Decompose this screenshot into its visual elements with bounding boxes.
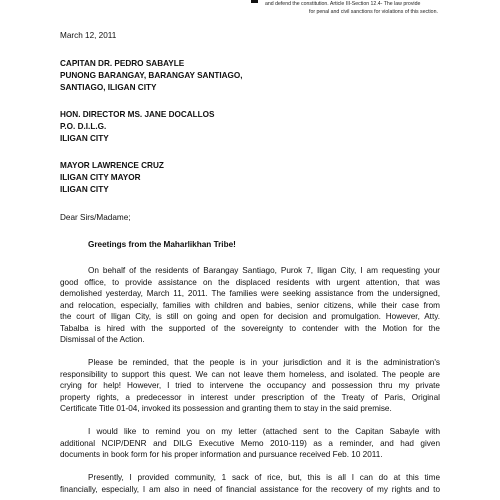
paragraph-2-line: Please be reminded, that the people is in your jurisdiction and it is the administration's (88, 358, 440, 367)
paragraph-4-line: financially, especially, I am also in need of financial assistance for the recovery of my rights and to (60, 484, 440, 494)
addressee-2-line2: P.O. D.I.L.G. (60, 122, 107, 131)
addressee-1-line3: SANTIAGO, ILIGAN CITY (60, 83, 157, 92)
paragraph-4-line: Presently, I provided community, 1 sack of rice, but, this is all I can do at this time (88, 473, 440, 482)
paragraph-4 (60, 472, 440, 495)
addressee-3-line3: ILIGAN CITY (60, 185, 109, 194)
paragraph-2-line: Certificate Title 01-04, invoked its possession and granting them to stay in the said premise. (60, 404, 392, 413)
paragraph-1-line: On behalf of the residents of Barangay Santiago, Purok 7, Iligan City, I am requesting your (88, 266, 440, 275)
page-header-text (265, 0, 495, 16)
paragraph-2 (60, 357, 440, 415)
paragraph-1 (60, 265, 440, 346)
header-line-1: and defend the constitution. Article III-Section 12.4- The law provide (265, 1, 421, 7)
addressee-2-name: HON. DIRECTOR MS. JANE DOCALLOS (60, 110, 215, 119)
addressee-3-name: MAYOR LAWRENCE CRUZ (60, 161, 164, 170)
paragraph-1-line: the court of Iligan City, is still on going and open for decision and promulgation. However, Atty. (60, 312, 440, 321)
paragraph-2-line: responsibility to support this quest. We can not leave them homeless, and isolated. The people are (60, 369, 440, 379)
paragraph-1-line: good office, to provide assistance on the displaced residents with urgent attention, that was (60, 277, 440, 287)
header-line-2: for penal and civil sanctions for violations of this section. (309, 9, 438, 15)
paragraph-2-line: crying for help! However, I tried to intervene the occupancy and possession thru my private (60, 381, 440, 390)
paragraph-3 (60, 426, 440, 461)
greeting: Greetings from the Maharlikhan Tribe! (88, 240, 236, 249)
addressee-1-line2: PUNONG BARANGAY, BARANGAY SANTIAGO, (60, 71, 243, 80)
header-mark (251, 0, 258, 3)
paragraph-1-line: Tabalba is hired with the supported of the sovereignty to contender with the Motion for the (60, 323, 440, 333)
addressee-2-line3: ILIGAN CITY (60, 134, 109, 143)
paragraph-3-line: additional NCIP/DENR and DILG Executive Memo 2010-119) as a reminder, and had given (60, 438, 440, 448)
paragraph-1-line: Dismissal of the Action. (60, 335, 145, 344)
paragraph-2-line: property rights, a predecessor in interest under prescription of the Treaty of Paris, Original (60, 392, 440, 402)
addressee-1-name: CAPITAN DR. PEDRO SABAYLE (60, 59, 185, 68)
paragraph-3-line: documents in book form for his proper information and pursuance received Feb. 10 2011. (60, 450, 383, 459)
paragraph-1-line: and relocation, especially, families with children and babies, senior citizens, while their case from (60, 300, 440, 310)
addressee-3-line2: ILIGAN CITY MAYOR (60, 173, 141, 182)
salutation: Dear Sirs/Madame; (60, 213, 131, 222)
paragraph-1-line: demolished yesterday, March 11, 2011. The families were seeking assistance from the undersigned, (60, 289, 440, 298)
paragraph-3-line: I would like to remind you on my letter (attached sent to the Capitan Sabayle with (88, 427, 440, 436)
letter-date: March 12, 2011 (60, 31, 117, 40)
